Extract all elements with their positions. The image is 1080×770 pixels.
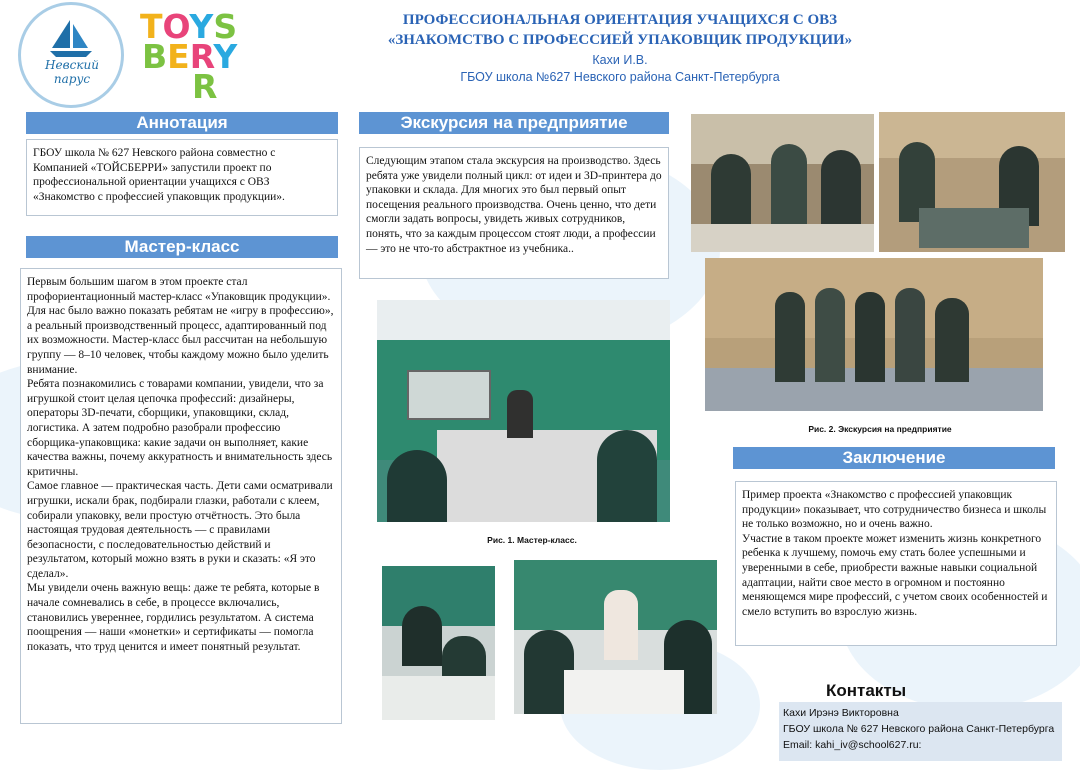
excursion-box	[359, 147, 669, 279]
annotation-heading: Аннотация	[26, 112, 338, 134]
conclusion-paragraph: Пример проекта «Знакомство с профессией упаковщик продукции» показывает, что сотрудничество бизнеса и школы не только возможно, но и очень важно.	[742, 489, 1047, 531]
excursion-photo-2	[879, 112, 1065, 252]
masterclass-paragraph: Ребята познакомились с товарами компании, увидели, что за игрушкой стоит целая цепочка профессий: дизайнеры, операторы 3D-печати, сборщики, упаковщики, склад, логистика. А затем подробно разобрали профессию сборщика-упаковщика: какие задачи он выполняет, какие качества важны, почему аккуратность и внимательность здесь критичны.	[27, 378, 333, 478]
masterclass-paragraph: Мы увидели очень важную вещь: даже те ребята, которые в начале сомневались в себе, в процессе включались, становились увереннее, гордились результатом. А система поощрения — наши «монетки» и сертификаты — помогла показать, что труд ценится и имеет понятный результат.	[27, 582, 320, 653]
contacts-heading: Контакты	[826, 681, 907, 700]
sailboat-icon	[46, 18, 96, 60]
author: Кахи И.В.	[592, 53, 648, 67]
poster-title-line1: ПРОФЕССИОНАЛЬНАЯ ОРИЕНТАЦИЯ УЧАЩИХСЯ С ОВЗ	[402, 12, 838, 28]
contact-school: ГБОУ школа № 627 Невского района Санкт-Петербурга	[783, 723, 1055, 735]
school-name: ГБОУ школа №627 Невского района Санкт-Петербурга	[460, 70, 780, 84]
masterclass-photo-classroom	[377, 300, 670, 522]
masterclass-box	[20, 268, 342, 724]
annotation-text: ГБОУ школа № 627 Невского района совместно с Компанией «ТОЙСБЕРРИ» запустили проект по профессиональной ориентации учащихся с ОВЗ «Знакомство с профессией упаковщик продукции».	[33, 147, 285, 203]
excursion-photo-1	[691, 114, 874, 252]
masterclass-paragraph: Для нас было важно показать ребятам не «игру в профессию», а реальный производственный процесс, адаптированный под их возможности. Мастер-класс был рассчитан на небольшую группу — 8–10 человек, чтобы каждому можно было уделить внимание.	[27, 305, 334, 376]
masterclass-photo-small-2	[514, 560, 717, 714]
excursion-photo-group	[705, 258, 1043, 411]
figure-1-caption: Рис. 1. Мастер-класс.	[487, 535, 577, 545]
masterclass-photo-small-1	[382, 566, 495, 720]
conclusion-box	[735, 481, 1057, 646]
excursion-heading: Экскурсия на предприятие	[359, 112, 669, 134]
annotation-box	[26, 139, 338, 216]
poster-title-line2: «ЗНАКОМСТВО С ПРОФЕССИЕЙ УПАКОВЩИК ПРОДУКЦИИ»	[387, 32, 853, 48]
figure-2-caption: Рис. 2. Экскурсия на предприятие	[808, 424, 952, 434]
contact-name: Кахи Ирэнэ Викторовна	[783, 707, 899, 719]
contacts-box	[779, 702, 1062, 761]
masterclass-paragraph: Самое главное — практическая часть. Дети сами осматривали игрушки, искали брак, подбирали глазки, работали с клеем, собирали упаковку, вели простую отчётность. Это была настоящая трудовая деятельность — с правилами безопасности, с последовательностью действий и результатом, который можно взять в руки и сказать: «Я это сделал».	[27, 480, 333, 580]
conclusion-heading: Заключение	[733, 447, 1055, 469]
masterclass-heading: Мастер-класс	[26, 236, 338, 258]
conclusion-paragraph: Участие в таком проекте может изменить жизнь конкретного ребенка к лучшему, помочь ему стать более успешными и уверенными в себе, приобрести важные навыки социальной адаптации, найти свое место в огромном и постоянно меняющемся мире профессий, с учетом своих особенностей и смело вступить во взрослую жизнь.	[742, 532, 1048, 618]
toysberry-logo: TOYS BERY R	[140, 7, 238, 106]
contact-email[interactable]: Email: kahi_iv@school627.ru:	[783, 739, 922, 751]
school-logo-text: Невский парус	[45, 58, 99, 86]
excursion-text: Следующим этапом стала экскурсия на производство. Здесь ребята уже увидели полный цикл: от идеи и 3D-принтера до упаковки и склада. Для многих это был первый опыт посещения реального производства. Очень ценно, что дети смогли задать вопросы, увидеть живых сотрудников, понять, что за каждым процессом стоят люди, а профессии — это не что-то абстрактное из учебника..	[366, 155, 662, 255]
masterclass-paragraph: Первым большим шагом в этом проекте стал профориентационный мастер-класс «Упаковщик продукции».	[27, 276, 331, 303]
